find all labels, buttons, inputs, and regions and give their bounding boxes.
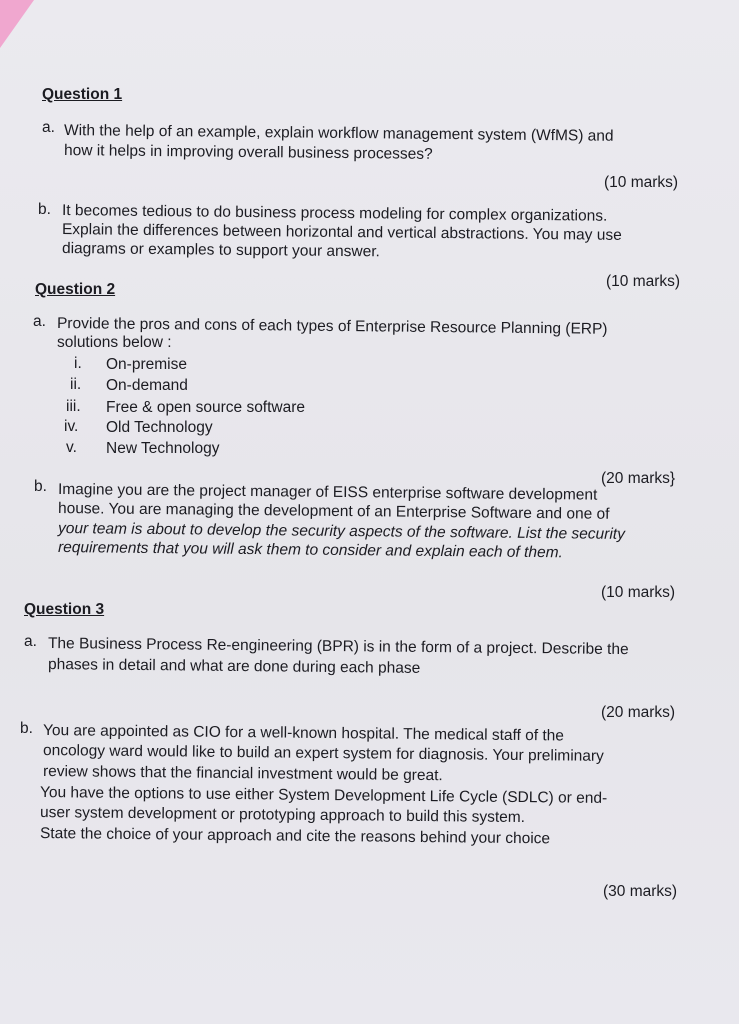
q2b-line-3: your team is about to develop the security aspects of the software. List the security bbox=[57, 520, 625, 543]
q1b-line-1: It becomes tedious to do business process modeling for complex organizations. bbox=[61, 202, 608, 225]
q2a-item-1-text: On-premise bbox=[106, 356, 187, 373]
q2b-line-1: Imagine you are the project manager of EISS enterprise software development bbox=[57, 481, 598, 504]
q2b-line-4: requirements that you will ask them to consider and explain each of them. bbox=[57, 539, 563, 562]
q2a-label: a. bbox=[33, 313, 46, 330]
q3b-line-1: You are appointed as CIO for a well-known hospital. The medical staff of the bbox=[42, 722, 565, 745]
q2a-item-5-num: v. bbox=[66, 439, 77, 456]
question-2-title: Question 2 bbox=[35, 281, 116, 298]
q2a-marks: (20 marks} bbox=[601, 470, 676, 487]
q2a-item-3-text: Free & open source software bbox=[106, 399, 306, 416]
q2b-marks: (10 marks) bbox=[601, 584, 676, 601]
q1a-label: a. bbox=[42, 119, 55, 136]
q1a-marks: (10 marks) bbox=[604, 174, 679, 191]
q1a-line-1: With the help of an example, explain workflow management system (WfMS) and bbox=[63, 122, 614, 145]
q2b-label: b. bbox=[34, 478, 47, 495]
q2a-item-3-num: iii. bbox=[66, 398, 81, 415]
q2a-line-1: Provide the pros and cons of each types of Enterprise Resource Planning (ERP) bbox=[56, 315, 608, 338]
q3b-line-5: user system development or prototyping approach to build this system. bbox=[39, 804, 526, 827]
pink-corner-decoration bbox=[0, 0, 34, 48]
q3b-label: b. bbox=[20, 720, 33, 737]
q1b-line-2: Explain the differences between horizontal and vertical abstractions. You may use bbox=[61, 221, 622, 244]
q3b-marks: (30 marks) bbox=[603, 883, 678, 900]
q1a-line-2: how it helps in improving overall business processes? bbox=[63, 142, 433, 163]
q2a-item-2-num: ii. bbox=[70, 376, 82, 393]
q2b-line-2: house. You are managing the development of an Enterprise Software and one of bbox=[57, 500, 610, 523]
q2a-item-4-text: Old Technology bbox=[106, 419, 213, 436]
q2a-line-2: solutions below : bbox=[57, 334, 172, 351]
q1b-line-3: diagrams or examples to support your answer. bbox=[61, 240, 380, 261]
q1b-marks: (10 marks) bbox=[606, 273, 681, 290]
q3a-marks: (20 marks) bbox=[601, 704, 676, 721]
q3b-line-2: oncology ward would like to build an expert system for diagnosis. Your preliminary bbox=[42, 742, 604, 765]
q3a-line-2: phases in detail and what are done during each phase bbox=[47, 656, 421, 677]
q3b-line-6: State the choice of your approach and cite the reasons behind your choice bbox=[39, 825, 551, 848]
q2a-item-5-text: New Technology bbox=[106, 440, 220, 457]
q2a-item-1-num: i. bbox=[74, 355, 82, 372]
q2a-item-4-num: iv. bbox=[64, 418, 79, 435]
q1b-label: b. bbox=[38, 201, 51, 218]
q3b-line-3: review shows that the financial investment would be great. bbox=[42, 763, 443, 785]
question-3-title: Question 3 bbox=[24, 601, 105, 618]
question-1-title: Question 1 bbox=[42, 86, 123, 103]
q3b-line-4: You have the options to use either System Development Life Cycle (SDLC) or end- bbox=[39, 784, 608, 807]
q3a-label: a. bbox=[24, 633, 37, 650]
q3a-line-1: The Business Process Re-engineering (BPR) is in the form of a project. Describe the bbox=[47, 635, 629, 659]
q2a-item-2-text: On-demand bbox=[106, 377, 188, 394]
